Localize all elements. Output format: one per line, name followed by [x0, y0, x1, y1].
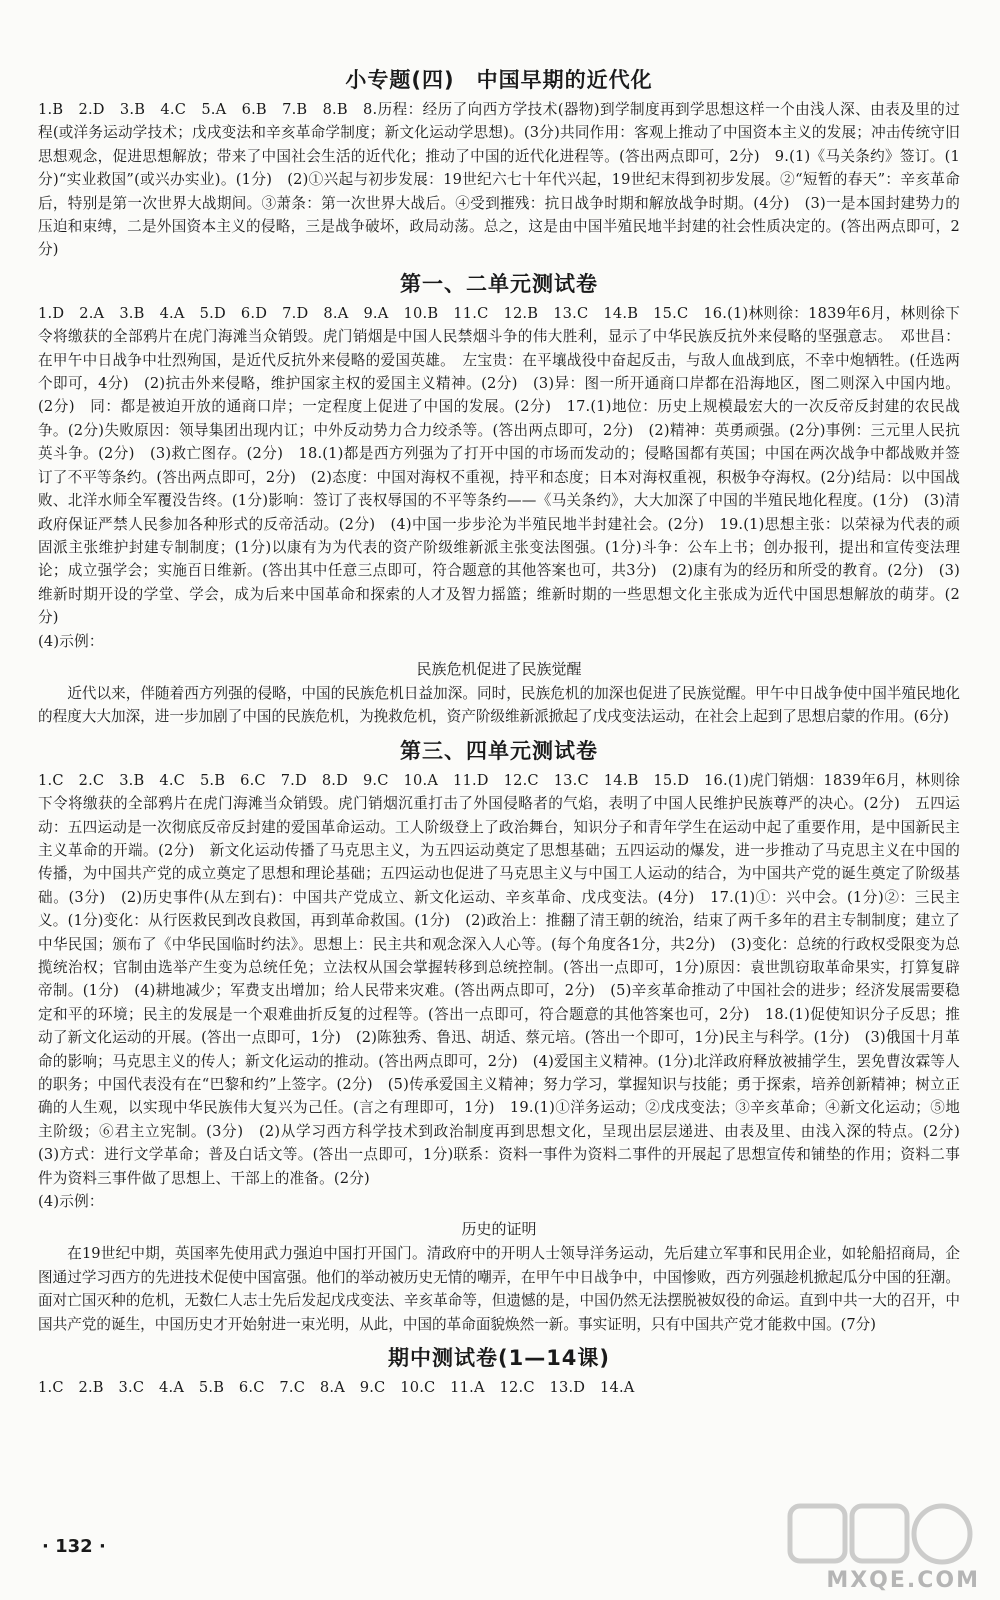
page-number: · 132 ·	[42, 1536, 106, 1557]
section-title-1: 小专题(四) 中国早期的近代化	[345, 68, 653, 92]
essay-text-3: 在19世纪中期，英国率先使用武力强迫中国打开国门。清政府中的开明人士领导洋务运动，先后建立军事和民用企业，如轮船招商局，企图通过学习西方的先进技术促使中国富强。他们的举动被历史无情的嘲弄，在甲午中日战争中，中国惨败，西方列强趁机掀起瓜分中国的狂潮。面对亡国灭种的危机，无数仁人志士先后发起戊戌变法、辛亥革命等，但遗憾的是，中国仍然无法摆脱被奴役的命运。直到中共一大的召开，中国共产党的诞生，中国历史才开始射进一束光明，从此，中国的革命面貌焕然一新。事实证明，只有中国共产党才能救中国。(7分)	[38, 1245, 960, 1333]
section-text-2: 1.D 2.A 3.B 4.A 5.D 6.D 7.D 8.A 9.A 10.B 11.C 12.B 13.C 14.B 15.C 16.(1)林则徐：1839年6月，林则徐下令将缴获的全部鸦片在虎门海滩当众销毁。虎门销烟是中国人民禁烟斗争的伟大胜利，显示了中华民族反抗外来侵略的坚强意志。 邓世昌：在甲午中日战争中壮烈殉国，是近代反抗外来侵略的爱国英雄。 左宝贵：在平壤战役中奋起反击，与敌人血战到底，不幸中炮牺牲。(任选两个即可，4分) (2)抗击外来侵略，维护国家主权的爱国主义精神。(2分) (3)异：图一所开通商口岸都在沿海地区，图二则深入中国内地。(2分) 同：都是被迫开放的通商口岸；一定程度上促进了中国的发展。(2分) 17.(1)地位：历史上规模最宏大的一次反帝反封建的农民战争。(2分)失败原因：领导集团出现内讧；中外反动势力合力绞杀等。(答出两点即可，2分) (2)精神：英勇顽强。(2分)事例：三元里人民抗英斗争。(2分) (3)救亡图存。(2分) 18.(1)都是西方列强为了打开中国的市场而发动的；侵略国都有英国；中国在两次战争中都战败并签订了不平等条约。(答出两点即可，2分) (2)态度：中国对海权不重视，持平和态度；日本对海权重视，积极争夺海权。(2分)结局：以中国战败、北洋水师全军覆没告终。(1分)影响：签订了丧权辱国的不平等条约——《马关条约》，大大加深了中国的半殖民地化程度。(1分) (3)清政府保证严禁人民参加各种形式的反帝活动。(2分) (4)中国一步步沦为半殖民地半封建社会。(2分) 19.(1)思想主张：以荣禄为代表的顽固派主张维护封建专制制度；(1分)以康有为为代表的资产阶级维新派主张变法图强。(1分)斗争：公车上书；创办报刊，提出和宣传变法理论；成立强学会；实施百日维新。(答出其中任意三点即可，符合题意的其他答案也可，共3分) (2)康有为的经历和所受的教育。(2分) (3)维新时期开设的学堂、学会，成为后来中国革命和探索的人才及智力摇篮；维新时期的一些思想文化主张成为近代中国思想解放的萌芽。(2分) (4)示例：	[38, 304, 960, 650]
watermark-text: MXQE.COM	[826, 1568, 980, 1593]
section-title-3: 第三、四单元测试卷	[400, 738, 598, 763]
answer-page	[38, 58, 960, 1400]
essay-text-2: 近代以来，伴随着西方列强的侵略，中国的民族危机日益加深。同时，民族危机的加深也促进了民族觉醒。甲午中日战争使中国半殖民地化的程度大大加深，进一步加剧了中国的民族危机，为挽救危机，资产阶级维新派掀起了戊戌变法运动，在社会上起到了思想启蒙的作用。(6分)	[38, 684, 960, 726]
section-text-1: 1.B 2.D 3.B 4.C 5.A 6.B 7.B 8.B 8.历程：经历了向西方学技术(器物)到学制度再到学思想这样一个由浅人深、由表及里的过程(或洋务运动学技术；戊戌变法和辛亥革命学制度；新文化运动学思想)。(3分)共同作用：客观上推动了中国资本主义的发展；冲击传统守旧思想观念，促进思想解放；带来了中国社会生活的近代化；推动了中国的近代化进程等。(答出两点即可，2分) 9.(1)《马关条约》签订。(1分)“实业救国”(或兴办实业)。(1分) (2)①兴起与初步发展：19世纪六七十年代兴起，19世纪末得到初步发展。②“短暂的春天”：辛亥革命后，特别是第一次世界大战期间。③萧条：第一次世界大战后。④受到摧残：抗日战争时期和解放战争时期。(4分) (3)一是本国封建势力的压迫和束缚，二是外国资本主义的侵略，三是战争破坏，政局动荡。总之，这是由中国半殖民地半封建的社会性质决定的。(答出两点即可，2分)	[38, 101, 960, 259]
essay-title-3: 历史的证明	[461, 1220, 537, 1239]
section-text-4: 1.C 2.B 3.C 4.A 5.B 6.C 7.C 8.A 9.C 10.C 11.A 12.C 13.D 14.A	[38, 1379, 635, 1397]
section-title-2: 第一、二单元测试卷	[400, 271, 598, 296]
section-text-3: 1.C 2.C 3.B 4.C 5.B 6.C 7.D 8.D 9.C 10.A 11.D 12.C 13.C 14.B 15.D 16.(1)虎门销烟：1839年6月，林则徐下令将缴获的全部鸦片在虎门海滩当众销毁。虎门销烟沉重打击了外国侵略者的气焰，表明了中国人民维护民族尊严的决心。(2分) 五四运动：五四运动是一次彻底反帝反封建的爱国革命运动。工人阶级登上了政治舞台，知识分子和青年学生在运动中起了重要作用，是中国新民主主义革命的开端。(2分) 新文化运动传播了马克思主义，为五四运动奠定了思想基础；五四运动的爆发，进一步推动了马克思主义在中国的传播，为中国共产党的成立奠定了思想和理论基础；五四运动也促进了马克思主义与中国工人运动的结合，为中国共产党的诞生奠定了阶级基础。(3分) (2)历史事件(从左到右)：中国共产党成立、新文化运动、辛亥革命、戊戌变法。(4分) 17.(1)①：兴中会。(1分)②：三民主义。(1分)变化：从行医救民到改良救国，再到革命救国。(1分) (2)政治上：推翻了清王朝的统治，结束了两千多年的君主专制制度；建立了中华民国；颁布了《中华民国临时约法》。思想上：民主共和观念深入人心等。(每个角度各1分，共2分) (3)变化：总统的行政权受限变为总揽统治权；官制由选举产生变为总统任免；立法权从国会掌握转移到总统控制。(答出一点即可，1分)原因：袁世凯窃取革命果实，打算复辟帝制。(1分) (4)耕地减少；军费支出增加；给人民带来灾难。(答出两点即可，2分) (5)辛亥革命推动了中国社会的进步；经济发展需要稳定和平的环境；民主的发展是一个艰难曲折反复的过程等。(答出一点即可，符合题意的其他答案也可，2分) 18.(1)促使知识分子反思；推动了新文化运动的开展。(答出一点即可，1分) (2)陈独秀、鲁迅、胡适、蔡元培。(答出一个即可，1分)民主与科学。(1分) (3)俄国十月革命的影响；马克思主义的传人；新文化运动的推动。(答出两点即可，2分) (4)爱国主义精神。(1分)北洋政府释放被捕学生，罢免曹汝霖等人的职务；中国代表没有在“巴黎和约”上签字。(2分) (5)传承爱国主义精神；努力学习，掌握知识与技能；勇于探索，培养创新精神；树立正确的人生观，以实现中华民族伟大复兴为己任。(言之有理即可，1分) 19.(1)①洋务运动；②戊戌变法；③辛亥革命；④新文化运动；⑤地主阶级；⑥君主立宪制。(3分) (2)从学习西方科学技术到政治制度再到思想文化，呈现出层层递进、由表及里、由浅入深的特点。(2分) (3)方式：进行文学革命；普及白话文等。(答出一点即可，1分)联系：资料一事件为资料二事件的开展起了思想宣传和铺垫的作用；资料二事件为资料三事件做了思想上、干部上的准备。(2分) (4)示例：	[38, 771, 960, 1211]
section-title-4: 期中测试卷(1—14课)	[387, 1346, 611, 1371]
essay-title-2: 民族危机促进了民族觉醒	[416, 659, 582, 678]
